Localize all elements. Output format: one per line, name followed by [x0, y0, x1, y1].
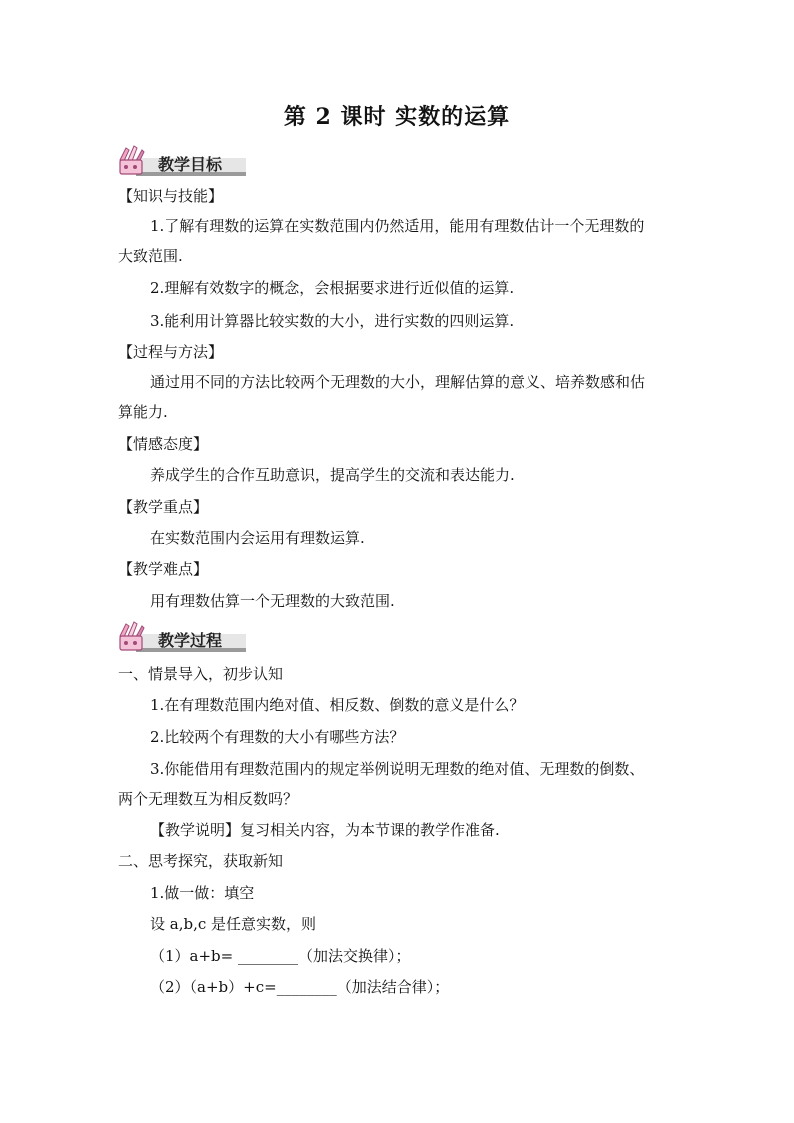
section-process: 【过程与方法】: [118, 343, 224, 361]
text-line: 1.在有理数范围内绝对值、相反数、倒数的意义是什么？: [150, 696, 525, 714]
section-intro: 一、情景导入，初步认知: [118, 665, 284, 683]
banner-label-objectives: 教学目标: [158, 155, 223, 174]
text-line: 3.能利用计算器比较实数的大小，进行实数的四则运算.: [150, 312, 515, 330]
text-line: 算能力.: [118, 403, 168, 421]
fill-blank-line: （1）a+b= ________（加法交换律）；: [150, 947, 411, 965]
text-line: 2.理解有效数字的概念，会根据要求进行近似值的运算.: [150, 279, 515, 297]
text-line: 2.比较两个有理数的大小有哪些方法？: [150, 728, 405, 746]
section-banner-objectives: [116, 144, 246, 180]
banner-label-process: 教学过程: [158, 631, 223, 650]
text-line: 设 a,b,c 是任意实数，则: [150, 915, 317, 933]
section-key-point: 【教学重点】: [118, 498, 209, 516]
teaching-note: 【教学说明】复习相关内容，为本节课的教学作准备.: [150, 821, 500, 839]
section-knowledge: 【知识与技能】: [118, 187, 224, 205]
text-line: 通过用不同的方法比较两个无理数的大小，理解估算的意义、培养数感和估: [150, 373, 646, 391]
text-line: 1.了解有理数的运算在实数范围内仍然适用，能用有理数估计一个无理数的: [150, 217, 645, 235]
text-line: 3.你能借用有理数范围内的规定举例说明无理数的绝对值、无理数的倒数、: [150, 760, 645, 778]
fill-blank-line: （2）（a+b）+c=________（加法结合律）；: [150, 978, 450, 996]
section-banner-process: [116, 620, 246, 656]
section-attitude: 【情感态度】: [118, 435, 209, 453]
text-line: 大致范围.: [118, 247, 183, 265]
text-line: 用有理数估算一个无理数的大致范围.: [150, 592, 395, 610]
lesson-title: 第 2 课时 实数的运算: [283, 104, 511, 130]
text-line: 在实数范围内会运用有理数运算.: [150, 529, 365, 547]
section-explore: 二、思考探究，获取新知: [118, 852, 284, 870]
text-line: 养成学生的合作互助意识，提高学生的交流和表达能力.: [150, 466, 515, 484]
text-line: 两个无理数互为相反数吗？: [118, 790, 299, 808]
section-difficulty: 【教学难点】: [118, 560, 209, 578]
text-line: 1.做一做：填空: [150, 884, 255, 902]
